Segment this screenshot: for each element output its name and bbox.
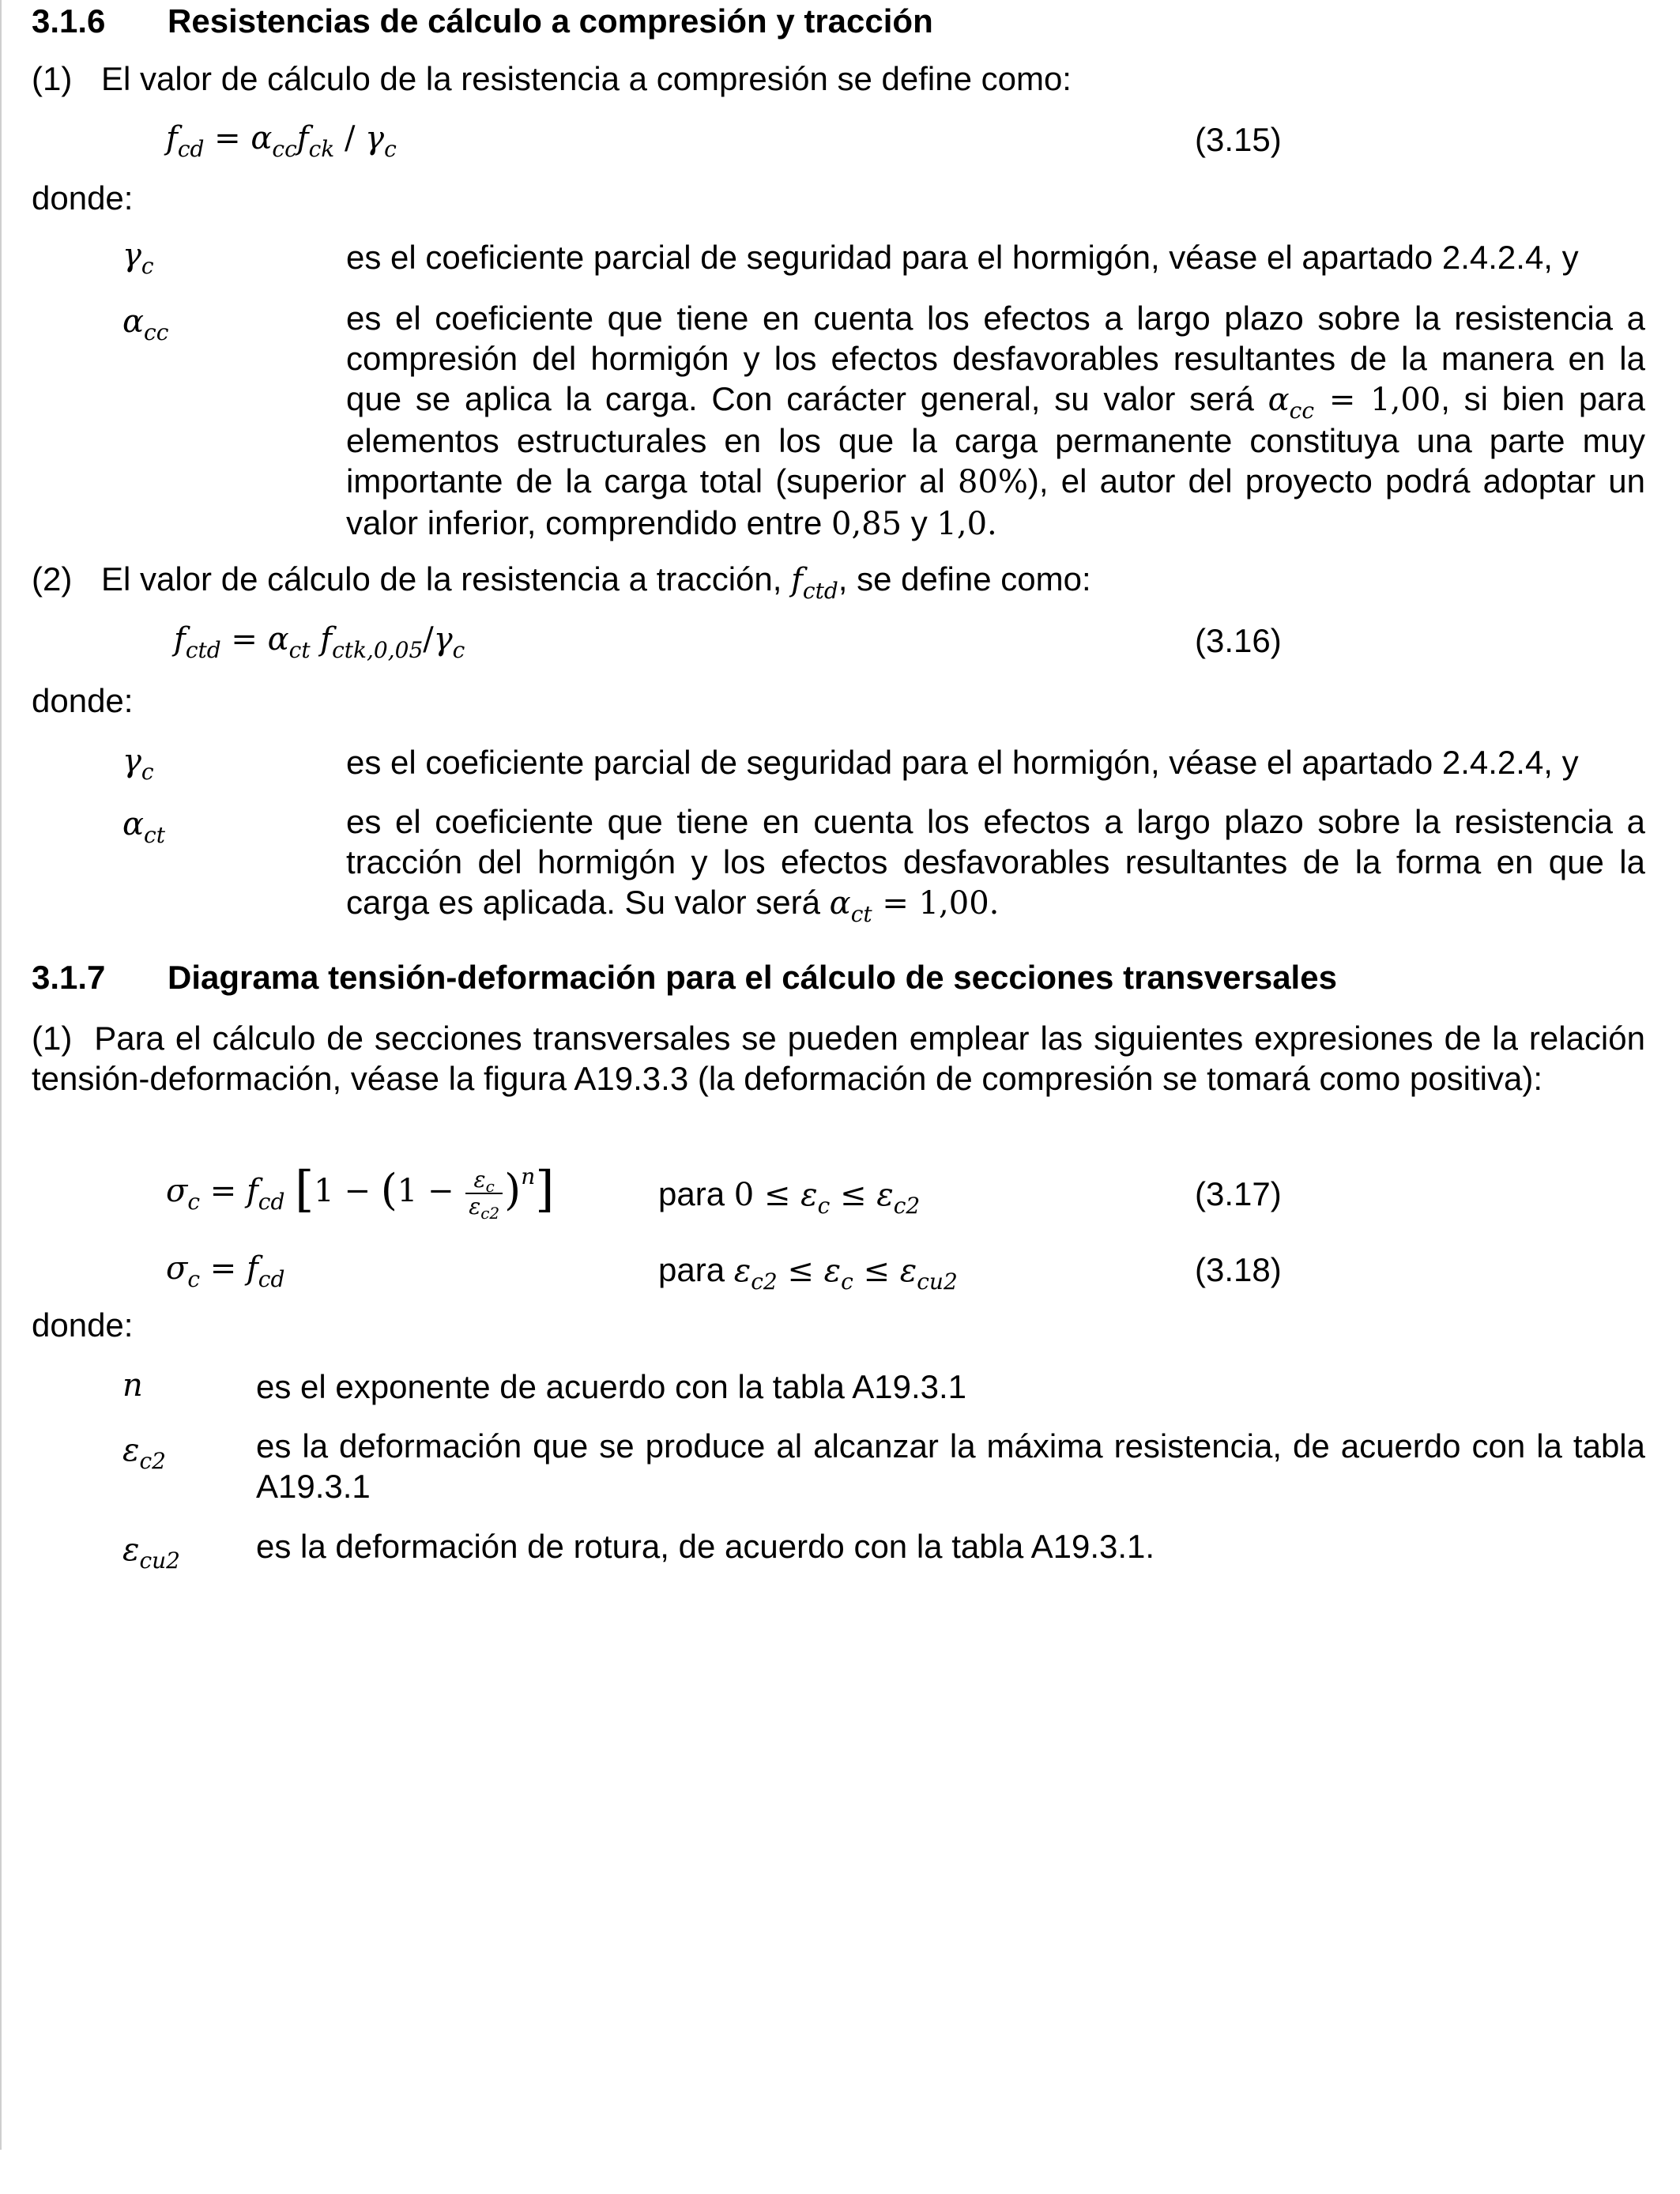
equation-3-18: $\sigma_c = f_{cd}$ xyxy=(166,1250,285,1292)
symbol-n: n xyxy=(122,1367,143,1404)
para-3-text: (1) Para el cálculo de secciones transversales se pueden emplear las siguientes expresiones de la relación tensión-deformación, véase la figura A19.3.3 (la deformación de compresión se tomará como positiva): xyxy=(32,1020,1645,1097)
donde-label-3: donde: xyxy=(32,1306,134,1344)
equation-number-3-18: (3.18) xyxy=(1195,1251,1282,1288)
equation-3-18-condition: para $\varepsilon_{c2} \le \varepsilon_c \le \varepsilon_{cu2}$ xyxy=(658,1251,958,1295)
equation-number-3-17: (3.17) xyxy=(1195,1175,1282,1212)
definition-epsilon-cu2: es la deformación de rotura, de acuerdo con la tabla A19.3.1. xyxy=(256,1528,1155,1565)
equation-number-3-15: (3.15) xyxy=(1195,121,1282,158)
donde-label-1: donde: xyxy=(32,179,134,217)
section-number-3-1-6: 3.1.6 xyxy=(32,2,106,40)
equation-3-15: $f_{cd} = \alpha_{cc}f_{ck} / \gamma_c$ xyxy=(166,120,397,162)
donde-label-2: donde: xyxy=(32,682,134,719)
equation-number-3-16: (3.16) xyxy=(1195,622,1282,659)
para-2-text: El valor de cálculo de la resistencia a tracción, $f_{ctd}$, se define como: xyxy=(101,560,1091,604)
symbol-alpha-ct: $\alpha_{ct}$ xyxy=(122,806,165,848)
section-number-3-1-7: 3.1.7 xyxy=(32,959,106,996)
definition-epsilon-c2: es la deformación que se produce al alcanzar la máxima resistencia, de acuerdo con la tabla A19.3.1 xyxy=(256,1427,1645,1505)
symbol-epsilon-cu2: $\varepsilon_{cu2}$ xyxy=(122,1532,180,1574)
equation-3-17: $\sigma_c = f_{cd}$ [1 − (1 − $\frac{\varepsilon_c}{\varepsilon_{c2}}$ )$^n$] xyxy=(166,1160,555,1223)
definition-n: es el exponente de acuerdo con la tabla A19.3.1 xyxy=(256,1368,967,1405)
symbol-gamma-c: $\gamma_c$ xyxy=(122,237,154,279)
symbol-alpha-cc: $\alpha_{cc}$ xyxy=(122,303,169,345)
section-title-3-1-7: Diagrama tensión-deformación para el cálculo de secciones transversales xyxy=(168,959,1337,996)
definition-gamma-c-2: es el coeficiente parcial de seguridad para el hormigón, véase el apartado 2.4.2.4, y xyxy=(346,744,1579,781)
symbol-epsilon-c2: $\varepsilon_{c2}$ xyxy=(122,1432,166,1474)
equation-3-17-condition: para $0 \le \varepsilon_c \le \varepsilon_{c2}$ xyxy=(658,1175,921,1219)
definition-gamma-c: es el coeficiente parcial de seguridad para el hormigón, véase el apartado 2.4.2.4, y xyxy=(346,239,1579,276)
para-1-text: El valor de cálculo de la resistencia a compresión se define como: xyxy=(101,60,1072,97)
para-2-label: (2) xyxy=(32,560,73,598)
definition-alpha-cc: es el coeficiente que tiene en cuenta los efectos a largo plazo sobre la resistencia a compresión del hormigón y los efectos desfavorables resultantes de la manera en la que se aplica la carga. Con carácter general, su valor será $\alpha_{cc} = 1,00$, si bien para elementos estructurales en los que la carga permanente constituya una parte muy importante de la carga total (superior al 80%), el autor del proyecto podrá adoptar un valor inferior, comprendido entre 0,85 y 1,0. xyxy=(346,300,1645,542)
page-left-border xyxy=(0,0,2,2150)
symbol-gamma-c-2: $\gamma_c$ xyxy=(122,743,154,785)
section-title-3-1-6: Resistencias de cálculo a compresión y tracción xyxy=(168,2,933,40)
definition-alpha-ct: es el coeficiente que tiene en cuenta los efectos a largo plazo sobre la resistencia a tracción del hormigón y los efectos desfavorables resultantes de la forma en que la carga es aplicada. Su valor será $\alpha_{ct} = 1,00$. xyxy=(346,803,1645,927)
para-1-label: (1) xyxy=(32,60,73,97)
equation-3-16: $f_{ctd} = \alpha_{ct}$ $f_{ctk,0,05}/\gamma_c$ xyxy=(174,621,465,663)
